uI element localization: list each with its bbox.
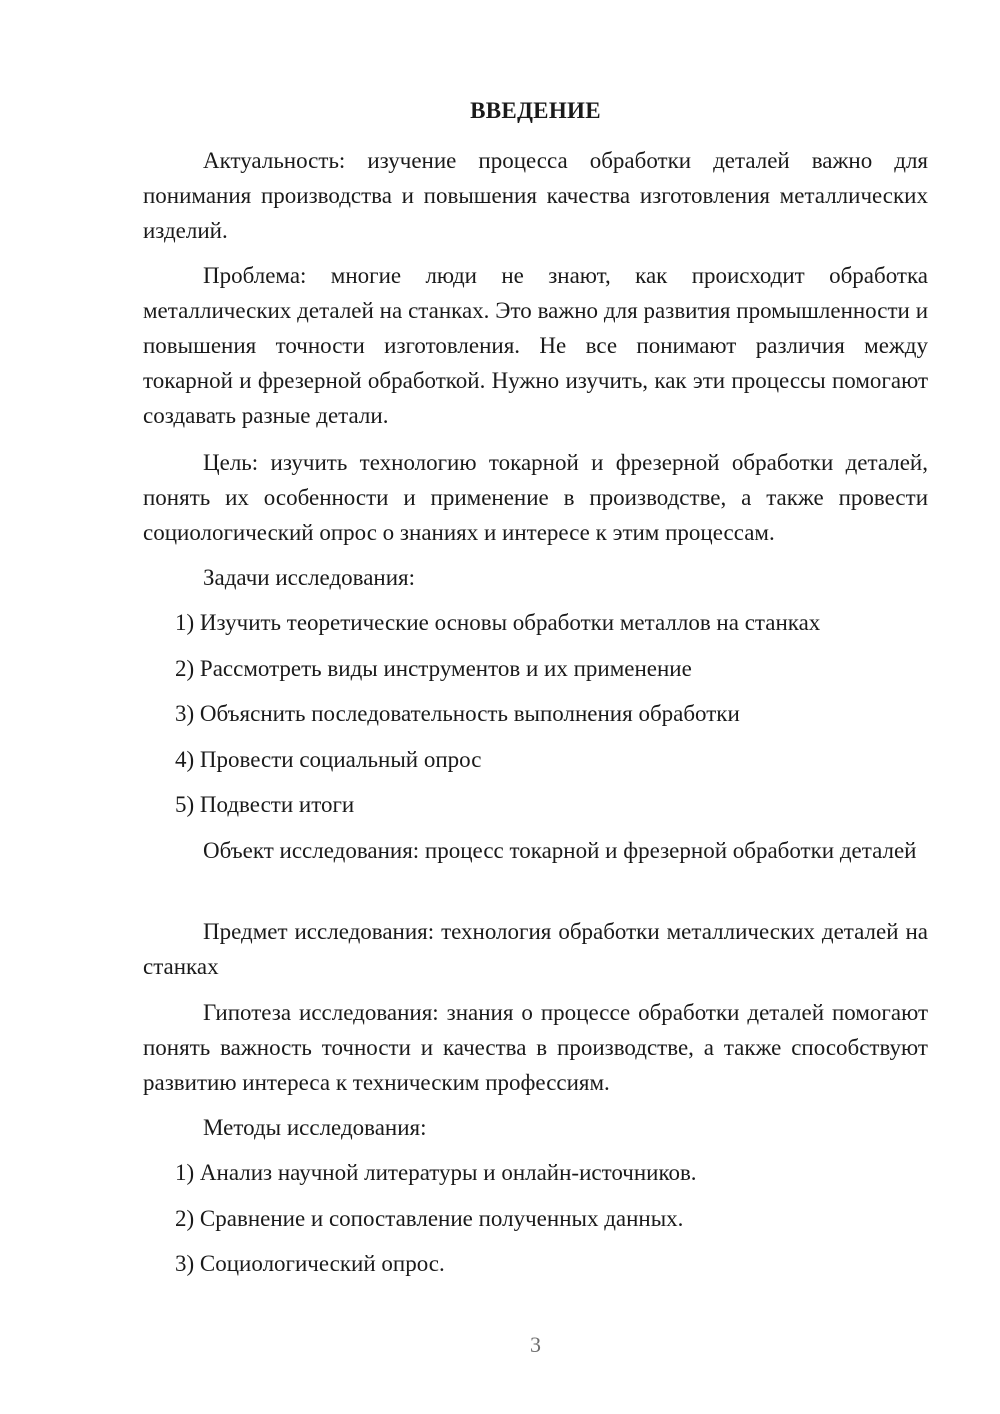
page-number: 3 — [530, 1332, 541, 1357]
hypothesis-paragraph: Гипотеза исследования: знания о процессе обработки деталей помогают понять важность точности и качества в производстве, а также способствуют развитию интереса к техническим профессиям. — [143, 1000, 928, 1095]
subject-paragraph: Предмет исследования: технология обработки металлических деталей на станках — [143, 919, 928, 979]
task-item-1: 1) Изучить теоретические основы обработки металлов на станках — [175, 610, 821, 635]
task-item-4: 4) Провести социальный опрос — [175, 747, 482, 772]
method-item-1: 1) Анализ научной литературы и онлайн-источников. — [175, 1160, 697, 1185]
document-page — [143, 0, 928, 1414]
task-item-2: 2) Рассмотреть виды инструментов и их применение — [175, 656, 692, 681]
method-item-2: 2) Сравнение и сопоставление полученных данных. — [175, 1206, 684, 1231]
task-item-3: 3) Объяснить последовательность выполнения обработки — [175, 701, 740, 726]
methods-heading: Методы исследования: — [203, 1115, 427, 1140]
problem-paragraph: Проблема: многие люди не знают, как происходит обработка металлических деталей на станках. Это важно для развития промышленности и повышения точности изготовления. Не все понимают различия между токарной и фрезерной обработкой. Нужно изучить, как эти процессы помогают создавать разные детали. — [143, 263, 928, 428]
task-item-5: 5) Подвести итоги — [175, 792, 355, 817]
method-item-3: 3) Социологический опрос. — [175, 1251, 445, 1276]
tasks-heading: Задачи исследования: — [203, 565, 416, 590]
relevance-paragraph: Актуальность: изучение процесса обработки деталей важно для понимания производства и повышения качества изготовления металлических изделий. — [143, 148, 928, 243]
document-title: ВВЕДЕНИЕ — [470, 98, 601, 123]
goal-paragraph: Цель: изучить технологию токарной и фрезерной обработки деталей, понять их особенности и применение в производстве, а также провести социологический опрос о знаниях и интересе к этим процессам. — [143, 450, 928, 545]
object-paragraph: Объект исследования: процесс токарной и фрезерной обработки деталей — [203, 838, 917, 863]
